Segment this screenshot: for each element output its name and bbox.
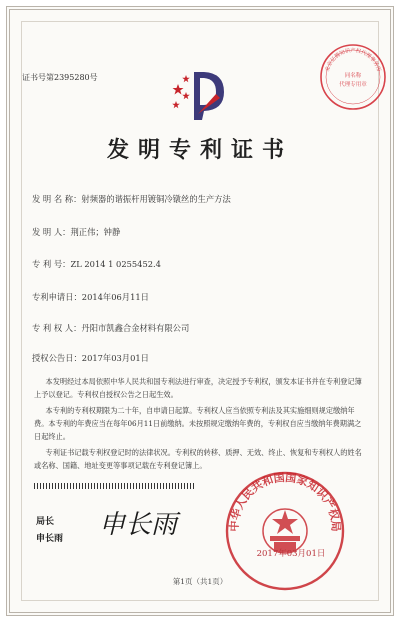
field-patentee [32,322,189,334]
field-value: 2014年06月11日 [81,292,149,302]
director-signature [95,503,195,541]
signature-text: 申长雨 [99,510,178,540]
paragraph-term: 本专利的专利权期限为二十年，自申请日起算。专利权人应当依照专利法及其实施细则规定缴纳年费。本专利的年费应当在每年06月11日前缴纳。未按照规定缴纳年费的，专利权自应当缴纳年费期满之日起终止。 [34,406,362,441]
field-value: 丹阳市凯鑫合金材料有限公司 [81,323,190,333]
field-grant-date [32,352,149,364]
field-label: 授权公告日： [32,353,82,363]
field-application-date [32,291,149,303]
paragraph-status: 专利证书记载专利权登记时的法律状况。专利权的转移、质押、无效、终止、恢复和专利权人的姓名或名称、国籍、地址变更等事项记载在专利登记簿上。 [34,448,362,470]
field-label: 专 利 权 人： [32,323,82,333]
agency-stamp-center [318,58,388,90]
field-inventor [32,226,120,238]
field-label: 专 利 号： [32,259,71,269]
page-number: 第1页（共1页） [172,577,228,586]
agency-stamp-line-1: 同名称 [344,73,362,79]
field-value: 射频器的谐振杆用镀铜冷镦丝的生产方法 [81,194,231,204]
field-invention-name [32,193,231,205]
field-value: 荆正伟；钟静 [70,227,121,237]
director-title: 局长 [36,517,55,527]
page-title: 发明专利证书 [106,137,293,163]
patent-office-emblem-icon [158,64,238,124]
director-name: 申长雨 [36,534,64,544]
field-label: 发 明 人： [32,227,71,237]
agency-stamp-line-2: 代理专用章 [339,82,367,88]
field-label: 专利申请日： [32,292,82,302]
field-value: 2017年03月01日 [81,353,149,363]
official-seal-ring-text: 中华人民共和国国家知识产权局 [227,471,343,532]
barcode [34,483,194,489]
field-patent-number [32,258,161,270]
paragraph-grant: 本发明经过本局依照中华人民共和国专利法进行审查，决定授予专利权，颁发本证书并在专利登记簿上予以登记。专利权自授权公告之日起生效。 [34,377,362,399]
field-value: ZL 2014 1 0255452.4 [70,259,161,269]
agency-stamp-ring-text: 北京亿腾知识产权代理事务所 [324,47,382,73]
certificate-number: 证书号第2395280号 [22,73,98,82]
seal-date: 2017年03月01日 [256,549,326,559]
field-label: 发 明 名 称： [32,194,82,204]
